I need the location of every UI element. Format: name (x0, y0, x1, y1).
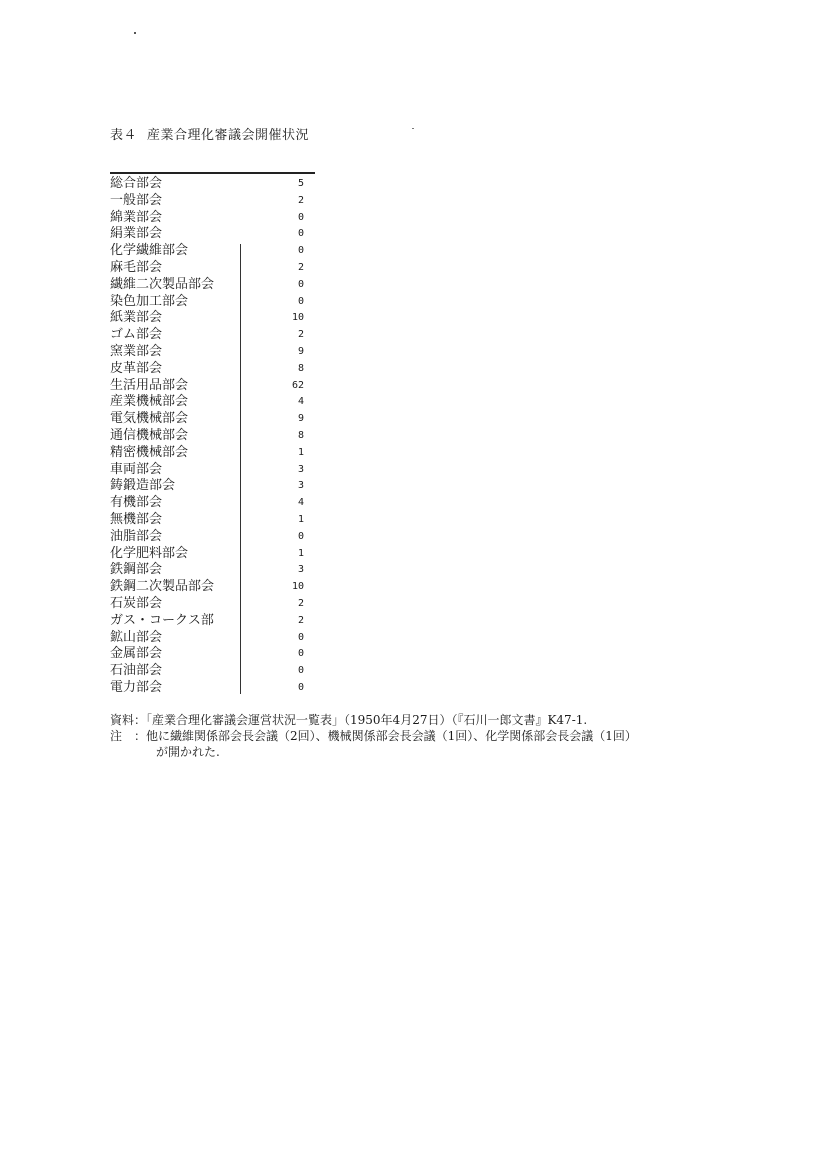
table-row (110, 596, 310, 613)
meeting-count: 0 (297, 295, 304, 307)
source-note (110, 712, 637, 728)
table-row (110, 529, 310, 546)
table-row (110, 378, 310, 395)
meeting-count: 3 (297, 463, 304, 475)
committee-name: 有機部会 (110, 495, 163, 511)
committee-name: 鋳鍛造部会 (110, 478, 176, 494)
table-row (110, 428, 310, 445)
committee-name: 化学肥料部会 (110, 545, 189, 561)
committee-name: 総合部会 (110, 176, 163, 191)
meeting-count: 0 (297, 681, 304, 693)
meeting-count: 9 (297, 345, 304, 357)
table-title-text: 産業合理化審議会開催状況 (147, 128, 310, 143)
table-row (110, 562, 310, 579)
committee-name: 紙業部会 (110, 310, 163, 326)
committee-name: 通信機械部会 (110, 427, 189, 443)
table-row (110, 394, 310, 411)
table-row (110, 495, 310, 512)
table-row (110, 260, 310, 277)
table-notes (110, 712, 637, 760)
meeting-count: 0 (297, 530, 304, 542)
committee-name: 綿業部会 (110, 209, 163, 225)
committee-name: 油脂部会 (110, 528, 163, 544)
table-row (110, 344, 310, 361)
meeting-count: 3 (297, 564, 304, 576)
table-row (110, 478, 310, 495)
committee-name: 化学繊維部会 (110, 243, 189, 259)
committee-name: 電気機械部会 (110, 411, 189, 427)
meeting-count: 1 (297, 446, 304, 458)
table-row (110, 226, 310, 243)
meeting-count: 2 (297, 194, 304, 206)
table-row (110, 210, 310, 227)
committee-name: ガス・コークス部 (110, 612, 214, 628)
meeting-count: 10 (291, 312, 304, 324)
committee-name: 車両部会 (110, 461, 163, 477)
meeting-count: 0 (297, 648, 304, 660)
footnote (110, 728, 637, 744)
table-row (110, 579, 310, 596)
committee-name: 生活用品部会 (110, 377, 189, 393)
committee-name: 皮革部会 (110, 360, 163, 376)
meeting-count: 8 (297, 362, 304, 374)
table-row (110, 445, 310, 462)
table-row (110, 663, 310, 680)
meeting-count: 0 (297, 278, 304, 290)
committee-name: 精密機械部会 (110, 444, 189, 460)
meeting-count: 2 (297, 329, 304, 341)
table-row (110, 310, 310, 327)
table-row (110, 193, 310, 210)
table-row (110, 680, 310, 697)
table-row (110, 411, 310, 428)
table-row (110, 294, 310, 311)
table-row (110, 243, 310, 260)
footnote-text: 他に繊維関係部会長会議（2回）、機械関係部会長会議（1回）、化学関係部会長会議（1回） (146, 729, 637, 743)
scan-speck (412, 128, 414, 129)
committee-name: ゴム部会 (110, 327, 163, 343)
meeting-count: 3 (297, 480, 304, 492)
meeting-count: 2 (297, 597, 304, 609)
table-row (110, 546, 310, 563)
committee-name: 繊維二次製品部会 (110, 276, 215, 292)
meeting-count: 9 (297, 413, 304, 425)
committee-name: 鉄鋼二次製品部会 (110, 579, 215, 595)
meeting-count: 0 (297, 245, 304, 257)
committee-name: 絹業部会 (110, 226, 163, 242)
table-row (110, 327, 310, 344)
committee-name: 金属部会 (110, 646, 163, 662)
committee-name: 染色加工部会 (110, 293, 189, 309)
source-text: 「産業合理化審議会運営状況一覧表」（1950年4月27日）（『石川一郎文書』K47-1. (146, 713, 588, 727)
committee-name: 麻毛部会 (110, 259, 163, 275)
footnote-continuation (110, 744, 637, 760)
meeting-count: 5 (297, 178, 304, 189)
meeting-count: 1 (297, 547, 304, 559)
table-row (110, 646, 310, 663)
committee-name: 鉄鋼部会 (110, 562, 163, 578)
committee-name: 石油部会 (110, 663, 163, 679)
meeting-count: 8 (297, 429, 304, 441)
committee-name: 一般部会 (110, 192, 163, 208)
table-row (110, 512, 310, 529)
meeting-table (110, 176, 310, 697)
footnote-text-cont: が開かれた. (156, 745, 220, 759)
table-title (110, 124, 309, 143)
meeting-count: 2 (297, 261, 304, 273)
footnote-label: 注 ： (110, 729, 147, 743)
meeting-count: 1 (297, 513, 304, 525)
table-number: 表４ (110, 128, 138, 143)
meeting-count: 0 (297, 228, 304, 240)
table-row (110, 462, 310, 479)
source-label: 資料： (110, 713, 147, 727)
committee-name: 石炭部会 (110, 595, 163, 611)
table-row (110, 613, 310, 630)
meeting-count: 0 (297, 631, 304, 643)
table-row (110, 630, 310, 647)
meeting-count: 2 (297, 614, 304, 626)
committee-name: 電力部会 (110, 679, 163, 695)
committee-name: 産業機械部会 (110, 394, 189, 410)
meeting-count: 4 (297, 396, 304, 408)
meeting-count: 0 (297, 665, 304, 677)
meeting-count: 4 (297, 497, 304, 509)
table-top-rule (110, 172, 315, 174)
table-row (110, 361, 310, 378)
table-row (110, 277, 310, 294)
scan-speck (134, 32, 136, 34)
committee-name: 無機部会 (110, 511, 163, 527)
meeting-count: 0 (297, 211, 304, 223)
meeting-count: 10 (291, 581, 304, 593)
table-row (110, 176, 310, 193)
committee-name: 鉱山部会 (110, 629, 163, 645)
meeting-count: 62 (291, 379, 304, 391)
committee-name: 窯業部会 (110, 343, 163, 359)
